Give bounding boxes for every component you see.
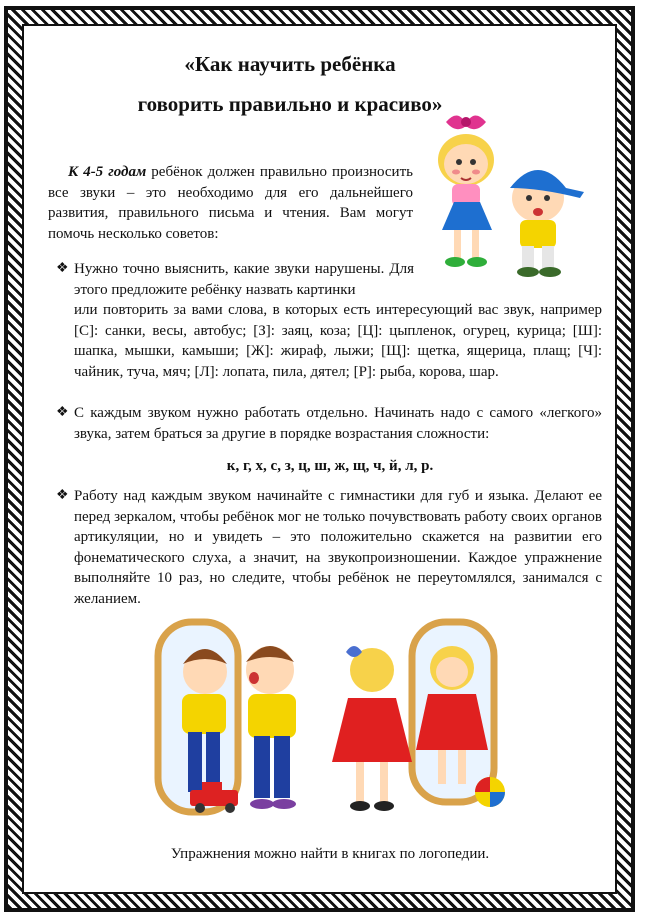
bullet-3-text: Работу над каждым звуком начинайте с гимнастики для губ и языка. Делают ее перед зеркалом, чтобы ребёнок мог не только почувствовать работу своих органов артикуляции, но и увидеть – это положительно скажется на развитии его фонематического слуха, а значит, на звукопроизношении. Каждое упражнение выполняйте 10 раз, но следите, чтобы ребёнок не переутомлялся, занимался с желанием. xyxy=(74,488,602,607)
bullet-1-text-part1: Нужно точно выяснить, какие звуки нарушены. Для этого предложите ребёнку назвать картинки xyxy=(74,261,414,298)
boy-figure-icon xyxy=(510,170,584,277)
page-title-line-2: говорить правильно и красиво» xyxy=(137,92,443,116)
mirror-illustration-bottom xyxy=(150,612,510,827)
girl-figure-icon xyxy=(438,115,494,267)
page-title-line-1: «Как научить ребёнка xyxy=(184,52,396,76)
ball-icon xyxy=(475,777,505,807)
intro-lead: К 4-5 годам xyxy=(68,164,147,180)
bullet-1-start xyxy=(56,259,414,300)
bullet-2 xyxy=(56,403,602,444)
sound-order-list: к, г, х, с, з, ц, ш, ж, щ, ч, й, л, р. xyxy=(226,458,434,474)
intro-text: ребёнок должен правильно произносить все звуки – это необходимо для его дальнейшего развития, правильного письма и чтения. Вам могут помочь несколько советов: xyxy=(48,164,413,242)
bullet-3 xyxy=(56,486,602,609)
kids-illustration-top xyxy=(428,100,598,285)
bullet-marker-icon: ❖ xyxy=(56,261,69,276)
bullet-2-text: С каждым звуком нужно работать отдельно. Начинать надо с самого «легкого» звука, затем браться за другие в порядке возрастания сложности: xyxy=(74,405,602,442)
bullet-marker-icon: ❖ xyxy=(56,405,69,420)
intro-paragraph xyxy=(48,162,413,244)
bullet-marker-icon: ❖ xyxy=(56,488,69,503)
bullet-1-continuation: или повторить за вами слова, в которых есть интересующий вас звук, например [С]: санки, весы, автобус; [З]: заяц, коза; [Ц]: цыпленок, огурец, курица; [Ш]: шапка, мышки, камыши; [Ж]: жираф, лыжи; [Щ]: щетка, ящерица, плащ; [Ч]: чайник, туча, мяч; [Л]: лопата, пила, дятел; [Р]: рыба, корова, шар. xyxy=(74,302,602,380)
footer-note: Упражнения можно найти в книгах по логопедии. xyxy=(170,846,490,862)
